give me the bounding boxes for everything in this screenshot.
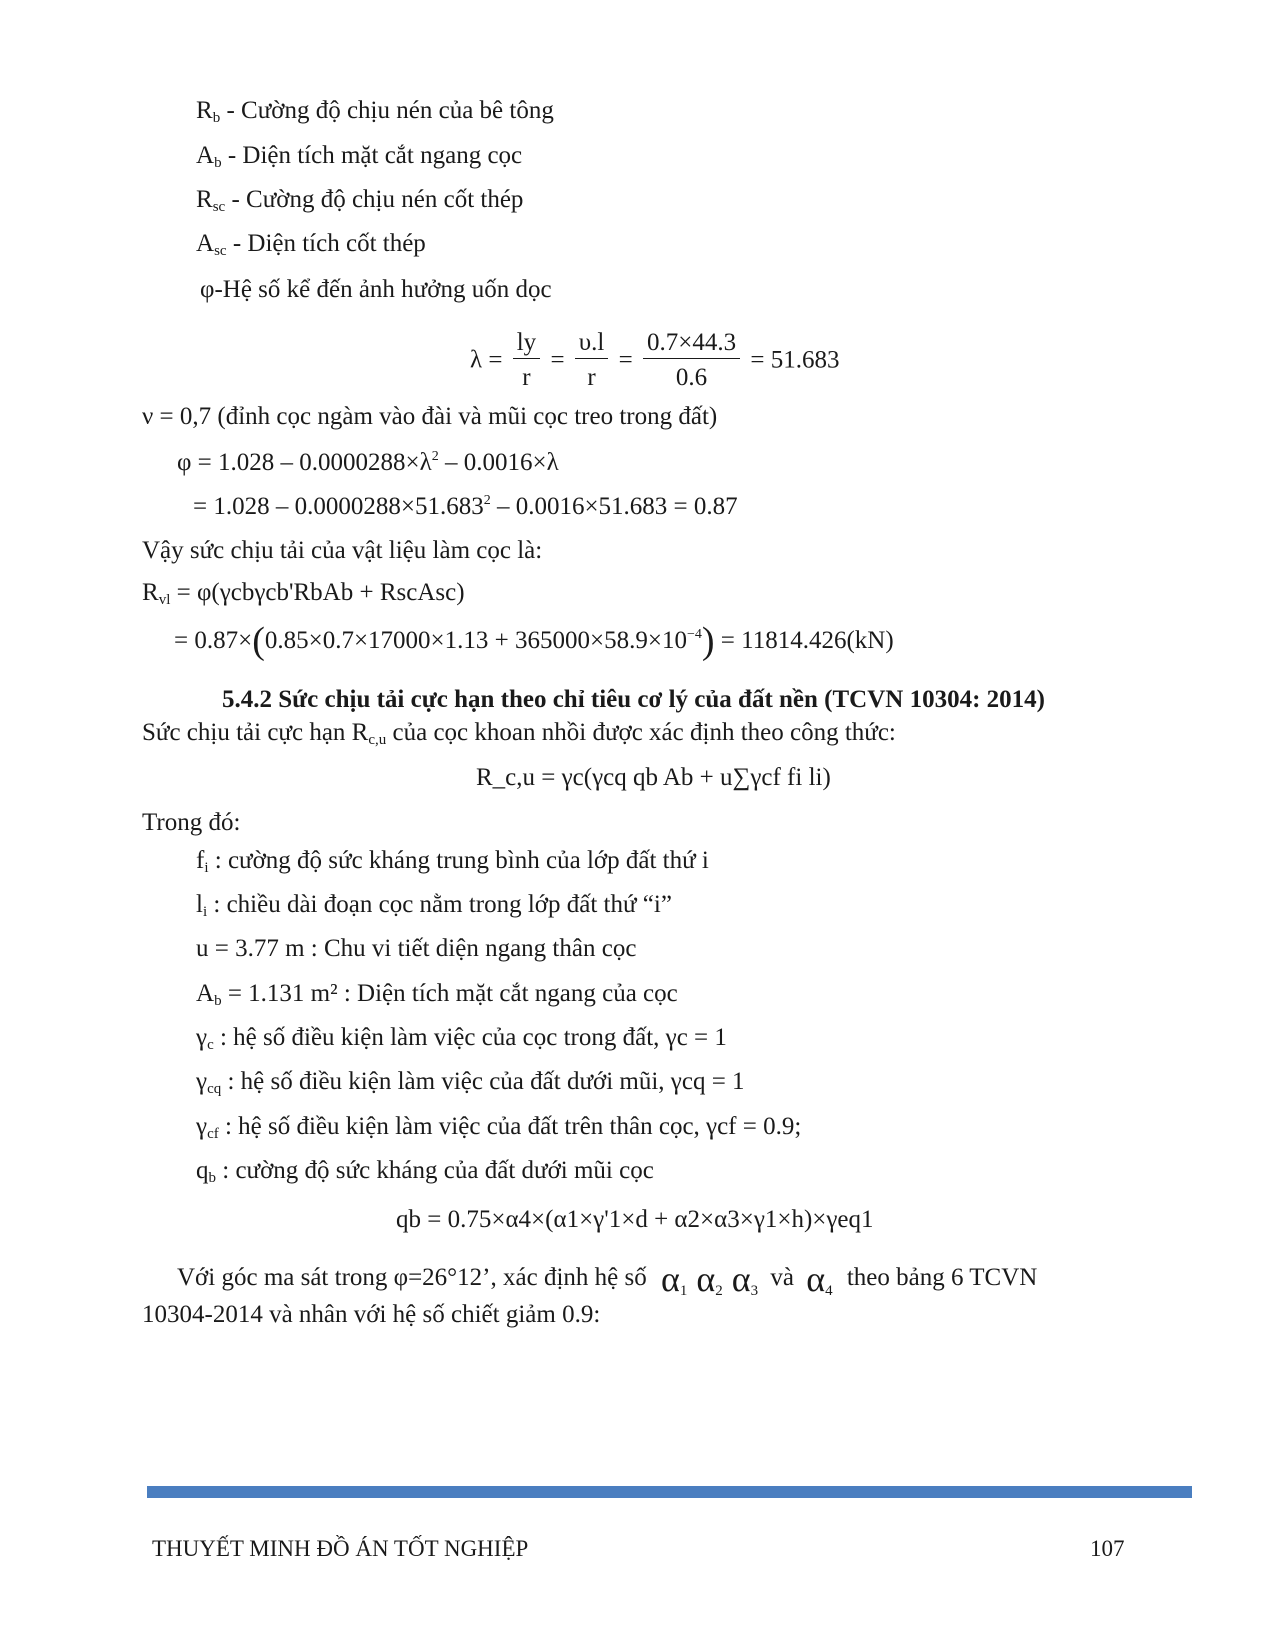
footer-bar: [147, 1486, 1192, 1498]
page-number: 107: [1090, 1536, 1125, 1561]
phi-equation-2: = $1.028 - 0.0000288\times 51.683^2 - 0.0016\times 51.683 = 0.87$: [193, 493, 738, 520]
def-rb: $R_b$ - Cường độ chịu nén của bê tông: [196, 97, 554, 126]
fraction-values: $\frac{0.7\times 44.3}{0.6}$: [643, 330, 740, 390]
def-phi: φ-Hệ số kể đến ảnh hưởng uốn dọc: [200, 276, 552, 303]
paragraph-line-1: Với góc ma sát trong φ=26°12’, xác định hệ số $\alpha_1$ $\alpha_2$ $\alpha_3$ và $\alpha_4$ theo bảng 6 TCVN: [177, 1259, 1038, 1299]
alpha-4-symbol: $\alpha_4$: [806, 1259, 833, 1299]
def-fi: $f_i$ : cường độ sức kháng trung bình của lớp đất thứ i: [196, 847, 709, 876]
qb-equation: qb = 0.75×α4×(α1×γ'1×d + α2×α3×γ1×h)×γeq1: [396, 1206, 874, 1233]
def-gamma-c: $\gamma_c$ : hệ số điều kiện làm việc của cọc trong đất, γc = 1: [196, 1024, 727, 1053]
trong-do-label: Trong đó:: [142, 809, 241, 836]
fraction-ul-r: $\frac{\upsilon.l}{r}$: [575, 330, 609, 390]
alpha-symbols: $\alpha_1$ $\alpha_2$ $\alpha_3$: [660, 1259, 759, 1299]
def-li: $l_i$ : chiều dài đoạn cọc nằm trong lớp đất thứ “i”: [196, 891, 672, 920]
def-gamma-cq: $\gamma_{cq}$ : hệ số điều kiện làm việc của đất dưới mũi, γcq = 1: [196, 1068, 745, 1097]
nu-line: ν = 0,7 (đỉnh cọc ngàm vào đài và mũi cọc treo trong đất): [142, 403, 718, 430]
def-ab: $A_b$ - Diện tích mặt cắt ngang cọc: [196, 142, 523, 171]
rvl-equation-1: $R_{vl}$ = φ(γcbγcb'RbAb + RscAsc): [142, 579, 465, 608]
phi-equation-1: $\varphi = 1.028 - 0.0000288\times\lambda^2 - 0.0016\times\lambda$: [177, 449, 559, 476]
def-asc: $A_{sc}$ - Diện tích cốt thép: [196, 230, 426, 259]
rvl-equation-2: = $0.87\times(0.85\times 0.7\times 17000\times 1.13 + 365000\times 58.9\times 10^{-4}) = 11814.426(kN)$: [174, 620, 894, 662]
def-qb: $q_b$ : cường độ sức kháng của đất dưới mũi cọc: [196, 1157, 654, 1186]
footer-title: THUYẾT MINH ĐỒ ÁN TỐT NGHIỆP: [152, 1536, 529, 1561]
material-intro: Vậy sức chịu tải của vật liệu làm cọc là:: [142, 537, 543, 564]
def-u: u = 3.77 m : Chu vi tiết diện ngang thân cọc: [196, 935, 637, 962]
def-gamma-cf: $\gamma_{cf}$ : hệ số điều kiện làm việc của đất trên thân cọc, γcf = 0.9;: [196, 1113, 802, 1142]
lambda-equation: λ = $\frac{ly}{r}$ = $\frac{\upsilon.l}{r}$ = $\frac{0.7\times 44.3}{0.6}$ = 51.683: [470, 329, 840, 391]
fraction-ly-r: $\frac{ly}{r}$: [513, 330, 540, 390]
section-intro: Sức chịu tải cực hạn $R_{c,u}$ của cọc khoan nhồi được xác định theo công thức:: [142, 719, 896, 748]
def-rsc: $R_{sc}$ - Cường độ chịu nén cốt thép: [196, 186, 524, 215]
section-heading: 5.4.2 Sức chịu tải cực hạn theo chỉ tiêu cơ lý của đất nền (TCVN 10304: 2014): [222, 686, 1045, 713]
rcu-equation: R_c,u = γc(γcq qb Ab + u∑γcf fi li): [476, 764, 831, 791]
paragraph-line-2: 10304-2014 và nhân với hệ số chiết giảm 0.9:: [142, 1301, 601, 1328]
def-ab-area: $A_b = 1.131$ m² : Diện tích mặt cắt ngang của cọc: [196, 980, 678, 1009]
